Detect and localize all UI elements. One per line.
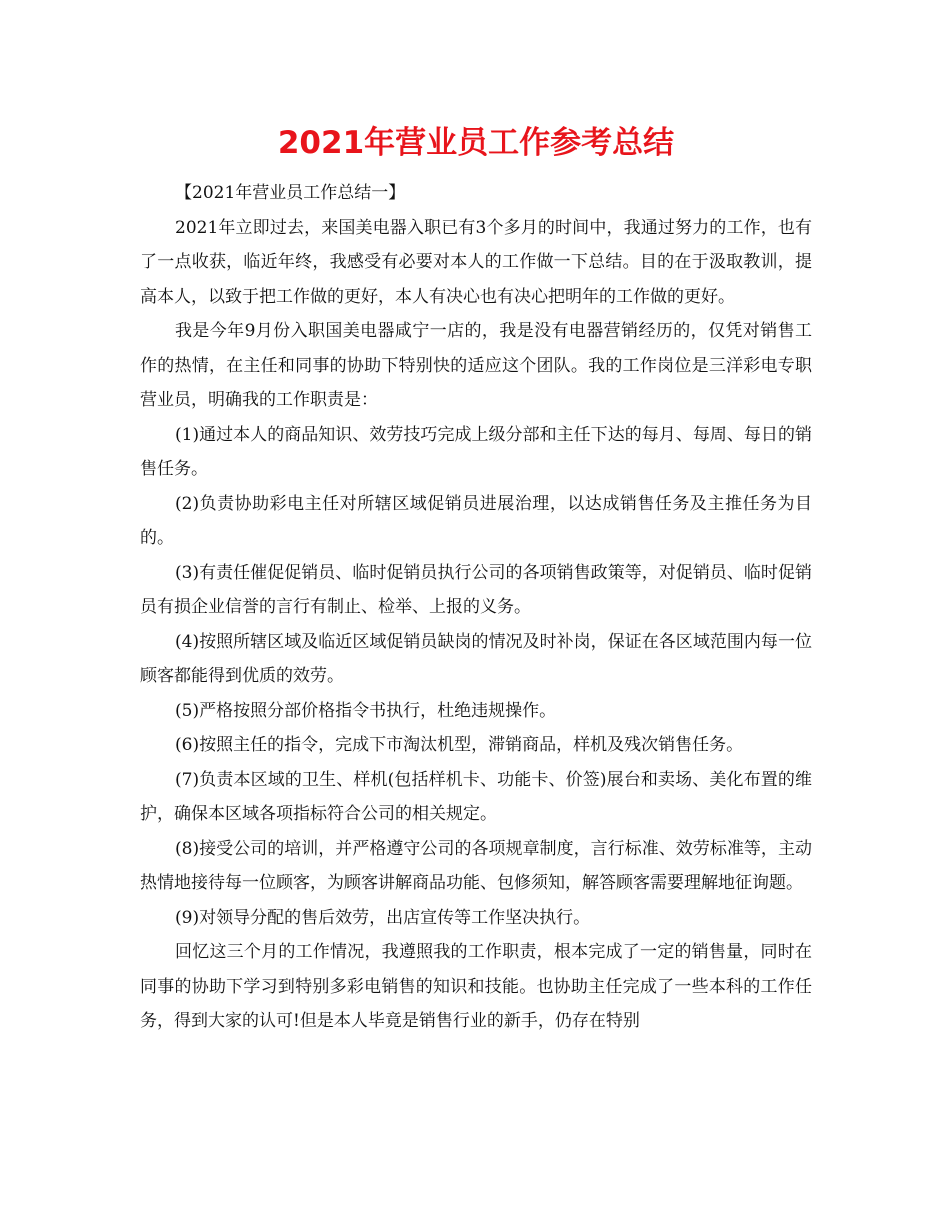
section-heading: 【2021年营业员工作总结一】 [175,183,406,203]
paragraph-12: 回忆这三个月的工作情况，我遵照我的工作职责，根本完成了一定的销售量，同时在同事的协助下学习到特别多彩电销售的知识和技能。也协助主任完成了一些本科的工作任务，得到大家的认可!但是本人毕竟是销售行业的新手，仍存在特别 [140,942,812,1031]
paragraph-2: 我是今年9月份入职国美电器咸宁一店的，我是没有电器营销经历的，仅凭对销售工作的热情，在主任和同事的协助下特别快的适应这个团队。我的工作岗位是三洋彩电专职营业员，明确我的工作职责是： [140,321,812,410]
document-title: 2021年营业员工作参考总结 [277,125,675,161]
paragraph-9: (7)负责本区域的卫生、样机(包括样机卡、功能卡、价签)展台和卖场、美化布置的维护，确保本区域各项指标符合公司的相关规定。 [140,769,812,824]
paragraph-10: (8)接受公司的培训，并严格遵守公司的各项规章制度，言行标准、效劳标准等，主动热情地接待每一位顾客，为顾客讲解商品功能、包修须知，解答顾客需要理解地征询题。 [140,838,812,893]
paragraph-4: (2)负责协助彩电主任对所辖区域促销员进展治理，以达成销售任务及主推任务为目的。 [140,493,812,548]
paragraph-3: (1)通过本人的商品知识、效劳技巧完成上级分部和主任下达的每月、每周、每日的销售任务。 [140,424,812,479]
paragraph-6: (4)按照所辖区域及临近区域促销员缺岗的情况及时补岗，保证在各区域范围内每一位顾客都能得到优质的效劳。 [140,631,812,686]
paragraph-1: 2021年立即过去，来国美电器入职已有3个多月的时间中，我通过努力的工作，也有了一点收获，临近年终，我感受有必要对本人的工作做一下总结。目的在于汲取教训，提高本人，以致于把工作做的更好，本人有决心也有决心把明年的工作做的更好。 [140,217,812,307]
document-body [140,211,812,1039]
document-page [140,118,812,1039]
paragraph-7: (5)严格按照分部价格指令书执行，杜绝违规操作。 [175,700,557,721]
paragraph-11: (9)对领导分配的售后效劳，出店宣传等工作坚决执行。 [175,907,591,928]
paragraph-5: (3)有责任催促促销员、临时促销员执行公司的各项销售政策等，对促销员、临时促销员有损企业信誉的言行有制止、检举、上报的义务。 [140,562,812,617]
paragraph-8: (6)按照主任的指令，完成下市淘汰机型，滞销商品，样机及残次销售任务。 [175,735,744,755]
